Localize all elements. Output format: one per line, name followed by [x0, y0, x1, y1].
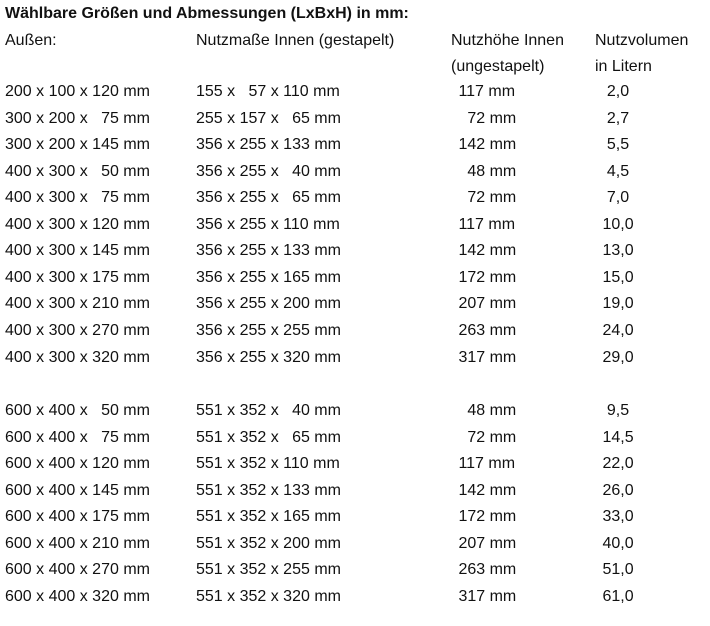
cell-volume: 26,0 — [598, 482, 634, 499]
cell-inner: 551 x 352 x 320 mm — [196, 588, 341, 605]
cell-inner: 155 x 57 x 110 mm — [196, 83, 340, 100]
cell-volume: 5,5 — [598, 136, 630, 153]
cell-height: 48 mm — [454, 402, 517, 419]
cell-inner: 356 x 255 x 133 mm — [196, 136, 341, 153]
cell-outer: 600 x 400 x 175 mm — [5, 508, 150, 525]
cell-outer: 400 x 300 x 210 mm — [5, 295, 150, 312]
cell-outer: 400 x 300 x 270 mm — [5, 322, 150, 339]
cell-inner: 255 x 157 x 65 mm — [196, 110, 341, 127]
cell-height: 317 mm — [454, 349, 517, 366]
cell-inner: 356 x 255 x 133 mm — [196, 242, 341, 259]
cell-inner: 551 x 352 x 255 mm — [196, 561, 341, 578]
cell-height: 117 mm — [454, 455, 516, 472]
cell-outer: 400 x 300 x 320 mm — [5, 349, 150, 366]
cell-volume: 33,0 — [598, 508, 634, 525]
cell-volume: 22,0 — [598, 455, 634, 472]
cell-volume: 19,0 — [598, 295, 634, 312]
cell-height: 263 mm — [454, 561, 517, 578]
cell-height: 117 mm — [454, 83, 516, 100]
cell-volume: 51,0 — [598, 561, 634, 578]
cell-inner: 551 x 352 x 165 mm — [196, 508, 341, 525]
cell-height: 142 mm — [454, 136, 517, 153]
cell-height: 117 mm — [454, 216, 516, 233]
cell-height: 48 mm — [454, 163, 517, 180]
cell-volume: 14,5 — [598, 429, 634, 446]
cell-height: 72 mm — [454, 429, 517, 446]
cell-inner: 356 x 255 x 165 mm — [196, 269, 341, 286]
cell-outer: 600 x 400 x 145 mm — [5, 482, 150, 499]
cell-height: 142 mm — [454, 242, 517, 259]
cell-height: 207 mm — [454, 535, 517, 552]
cell-height: 72 mm — [454, 189, 517, 206]
cell-outer: 300 x 200 x 145 mm — [5, 136, 150, 153]
cell-volume: 4,5 — [598, 163, 630, 180]
header-volume-line2: in Litern — [595, 58, 652, 75]
header-outer: Außen: — [5, 32, 57, 49]
cell-outer: 600 x 400 x 120 mm — [5, 455, 150, 472]
cell-outer: 400 x 300 x 50 mm — [5, 163, 150, 180]
cell-inner: 356 x 255 x 320 mm — [196, 349, 341, 366]
cell-inner: 356 x 255 x 65 mm — [196, 189, 341, 206]
cell-volume: 10,0 — [598, 216, 634, 233]
cell-volume: 2,0 — [598, 83, 630, 100]
cell-inner: 356 x 255 x 200 mm — [196, 295, 341, 312]
cell-height: 263 mm — [454, 322, 517, 339]
cell-outer: 300 x 200 x 75 mm — [5, 110, 150, 127]
cell-height: 207 mm — [454, 295, 517, 312]
cell-outer: 600 x 400 x 50 mm — [5, 402, 150, 419]
header-height-line1: Nutzhöhe Innen — [451, 32, 564, 49]
cell-volume: 15,0 — [598, 269, 634, 286]
cell-height: 172 mm — [454, 508, 517, 525]
cell-inner: 356 x 255 x 110 mm — [196, 216, 340, 233]
cell-outer: 400 x 300 x 120 mm — [5, 216, 150, 233]
cell-height: 142 mm — [454, 482, 517, 499]
cell-volume: 40,0 — [598, 535, 634, 552]
cell-outer: 600 x 400 x 320 mm — [5, 588, 150, 605]
cell-outer: 600 x 400 x 270 mm — [5, 561, 150, 578]
cell-inner: 551 x 352 x 200 mm — [196, 535, 341, 552]
cell-volume: 13,0 — [598, 242, 634, 259]
cell-height: 317 mm — [454, 588, 517, 605]
header-volume-line1: Nutzvolumen — [595, 32, 689, 49]
cell-height: 172 mm — [454, 269, 517, 286]
cell-outer: 200 x 100 x 120 mm — [5, 83, 150, 100]
cell-inner: 551 x 352 x 133 mm — [196, 482, 341, 499]
document-title: Wählbare Größen und Abmessungen (LxBxH) in mm: — [5, 5, 409, 22]
cell-height: 72 mm — [454, 110, 517, 127]
cell-volume: 2,7 — [598, 110, 630, 127]
cell-outer: 600 x 400 x 210 mm — [5, 535, 150, 552]
cell-outer: 600 x 400 x 75 mm — [5, 429, 150, 446]
cell-volume: 9,5 — [598, 402, 630, 419]
cell-volume: 61,0 — [598, 588, 634, 605]
cell-outer: 400 x 300 x 175 mm — [5, 269, 150, 286]
cell-outer: 400 x 300 x 75 mm — [5, 189, 150, 206]
header-inner: Nutzmaße Innen (gestapelt) — [196, 32, 395, 49]
cell-inner: 551 x 352 x 40 mm — [196, 402, 341, 419]
cell-outer: 400 x 300 x 145 mm — [5, 242, 150, 259]
header-height-line2: (ungestapelt) — [451, 58, 545, 75]
cell-inner: 551 x 352 x 65 mm — [196, 429, 341, 446]
cell-volume: 29,0 — [598, 349, 634, 366]
cell-volume: 24,0 — [598, 322, 634, 339]
cell-inner: 356 x 255 x 255 mm — [196, 322, 341, 339]
cell-inner: 551 x 352 x 110 mm — [196, 455, 340, 472]
cell-volume: 7,0 — [598, 189, 630, 206]
cell-inner: 356 x 255 x 40 mm — [196, 163, 341, 180]
